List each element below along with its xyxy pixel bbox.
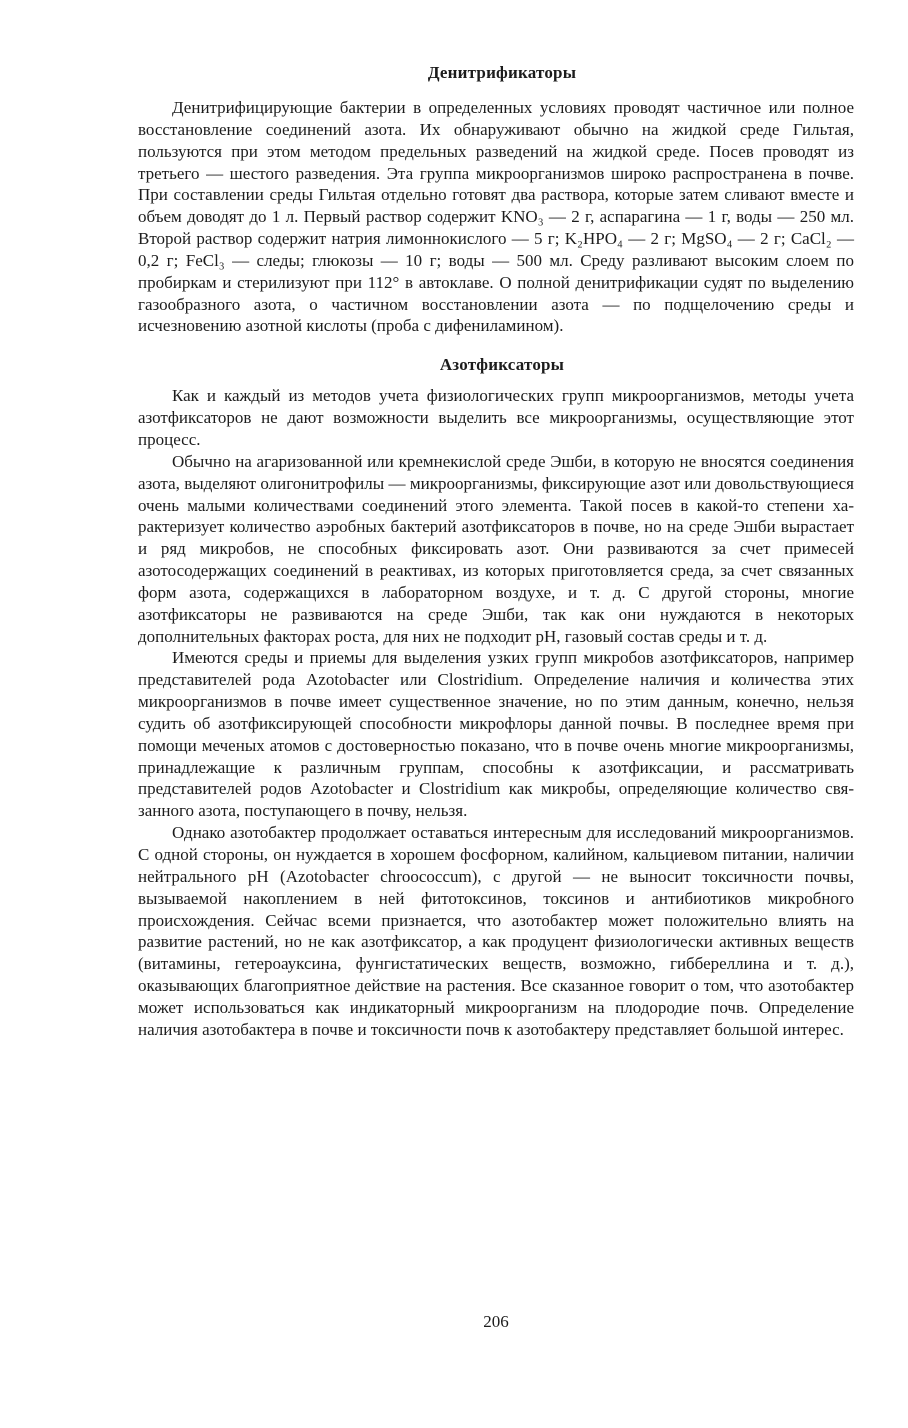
- paragraph: Обычно на агаризованной или кремнекислой среде Эшби, в которую не вносятся соединения азота, выделяют олигонитрофилы — микроорганизмы, фиксирующие азот или довольствующиеся очень малыми количествами соединений этого элемента. Такой посев в какой-то степени характеризует количество аэробных бактерий азотфиксаторов в почве, но на среде Эшби вырастает и ряд микробов, не способных фиксировать азот. Они развиваются за счет примесей азотосодержащих соединений в реактивах, из которых приготовляется среда, за счет связанных форм азота, содержащихся в лабораторном воздухе, и т. д. С другой стороны, многие азотфиксаторы не развиваются на среде Эшби, так как они нуждаются в некоторых дополнительных факторах роста, для них не подходит pH, газовый состав среды и т. д.: [138, 451, 854, 646]
- paragraph: Денитрифицирующие бактерии в определенных условиях проводят частичное или полное восстановление соединений азота. Их обнаруживают обычно на жидкой среде Гильтая, пользуются при этом методом предельных разведений на жидкой среде. Посев проводят из третьего — шестого разведения. Эта группа микроорганизмов широко распространена в почве. При составлении среды Гильтая отдельно готовят два раствора, которые затем сливают вместе и объем доводят до 1 л. Первый раствор содержит KNO₃ — 2 г, аспарагина — 1 г, воды — 250 мл. Второй раствор содержит натрия лимоннокислого — 5 г; K₂HPO₄ — 2 г; MgSO₄ — 2 г; CaCl₂ — 0,2 г; FeCl₃ — следы; глюкозы — 10 г; воды — 500 мл. Среду разливают высоким слоем по пробиркам и стерилизуют при 112° в автоклаве. О полной денитрификации судят по выделению газообразного азота, о частичном восстановлении азота — по подщелочению среды и исчезновению азотной кислоты (проба с дифениламином).: [138, 98, 854, 336]
- paragraph: Однако азотобактер продолжает оставаться интересным для исследований микроорганизмов. С одной стороны, он нуждается в хорошем фосфорном, калийном, кальциевом питании, наличии нейтрального pH (Azotobacter chroococcum), с другой — не выносит токсичности почвы, вызываемой накоплением в ней фитотоксинов, токсинов и антибиотиков микробного происхождения. Сейчас всеми признается, что азотобактер может положительно влиять на развитие растений, но не как азотфиксатор, а как продуцент физиологически активных веществ (витамины, гетероауксина, фунгистатических веществ, возможно, гиббереллина и т. д.), оказывающих благоприятное действие на растения. Все сказанное говорит о том, что азотобактер может использоваться как индикаторный микроорганизм на плодородие почв. Определение наличия азотобактера в почве и токсичности почв к азотобактеру представляет большой интерес.: [138, 823, 854, 1039]
- page-body: [138, 62, 854, 1041]
- section-heading-denitrifiers: Денитрификаторы: [427, 63, 577, 82]
- section-heading-nitrogen-fixers: Азотфиксаторы: [439, 355, 565, 375]
- paragraph: Имеются среды и приемы для выделения узких групп микробов азотфиксаторов, например представителей рода Azotobacter или Clostridium. Определение наличия и количества этих микроорганизмов в почве имеет существенное значение, но по этим данным, конечно, нельзя судить об азотфиксирующей способности микрофлоры данной почвы. В последнее время при помощи меченых атомов с достоверностью показано, что в почве очень многие микроорганизмы, принадлежащие к различным группам, способны к азотфиксации, и рассматривать представителей родов Azotobacter и Clostridium как микробы, определяющие количество связанного азота, поступающего в почву, нельзя.: [138, 648, 854, 821]
- paragraph: Как и каждый из методов учета физиологических групп микроорганизмов, методы учета азотфиксаторов не дают возможности выделить все микроорганизмы, осуществляющие этот процесс.: [138, 386, 854, 449]
- page-number: 206: [483, 1312, 509, 1331]
